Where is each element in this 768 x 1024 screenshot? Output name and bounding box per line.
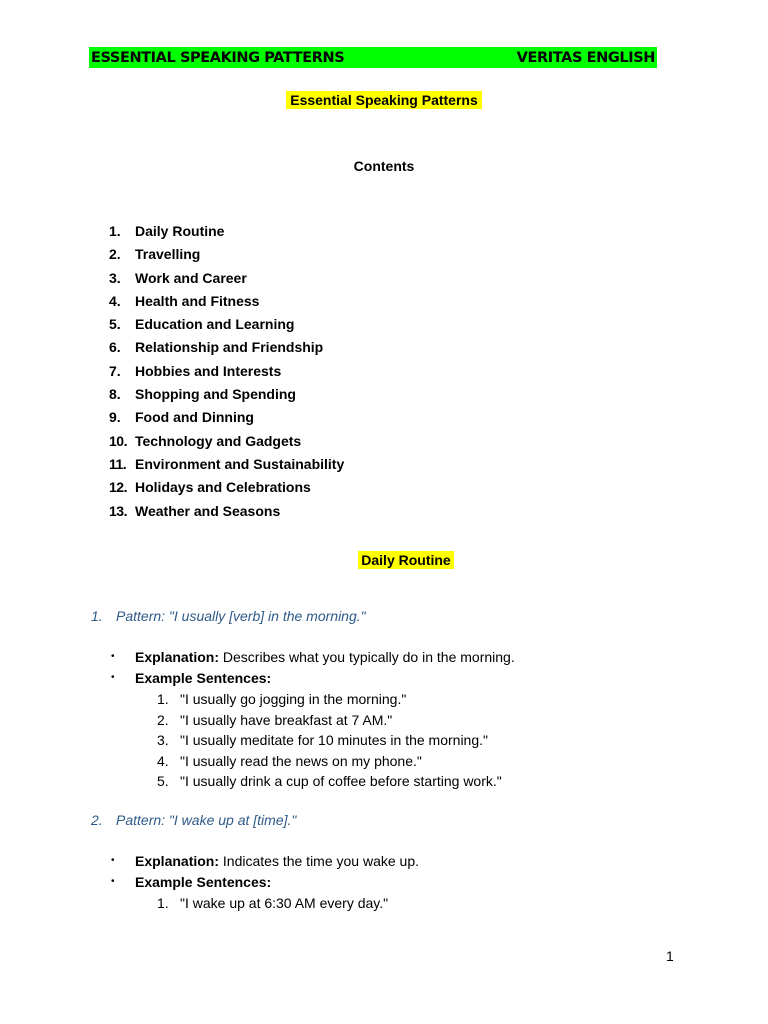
pattern-number: 2. xyxy=(91,812,103,828)
explanation-text: Indicates the time you wake up. xyxy=(219,853,420,869)
example-number: 1. xyxy=(157,895,169,911)
toc-label: Work and Career xyxy=(135,269,247,286)
toc-label: Shopping and Spending xyxy=(135,386,296,403)
pattern-heading xyxy=(91,608,366,624)
list-item xyxy=(157,752,502,773)
toc-item xyxy=(109,292,344,315)
pattern-details xyxy=(111,648,515,689)
toc-label: Technology and Gadgets xyxy=(135,432,302,449)
list-item xyxy=(157,731,502,752)
list-item xyxy=(157,690,502,711)
list-item xyxy=(157,772,502,793)
example-text: "I usually read the news on my phone." xyxy=(180,752,422,769)
example-text: "I usually go jogging in the morning." xyxy=(180,691,407,707)
example-sentences xyxy=(157,690,502,793)
toc-item xyxy=(109,362,344,385)
section-heading xyxy=(0,552,768,570)
list-item xyxy=(111,648,515,669)
page-number: 1 xyxy=(666,948,674,964)
toc-label: Holidays and Celebrations xyxy=(135,479,311,496)
toc-item xyxy=(109,269,344,292)
pattern-title: Pattern: "I usually [verb] in the morning." xyxy=(116,608,366,624)
example-number: 3. xyxy=(157,732,169,748)
toc-item xyxy=(109,478,344,501)
header-right-brand: VERITAS ENGLISH xyxy=(516,49,655,66)
toc-item xyxy=(109,408,344,431)
example-text: "I usually have breakfast at 7 AM." xyxy=(180,711,393,728)
toc-item xyxy=(109,385,344,408)
table-of-contents xyxy=(109,222,344,525)
example-text: "I usually drink a cup of coffee before starting work." xyxy=(180,773,502,789)
examples-label: Example Sentences: xyxy=(135,669,272,686)
section-heading-text: Daily Routine xyxy=(358,551,453,569)
toc-number: 8. xyxy=(109,386,121,403)
toc-item xyxy=(109,455,344,478)
toc-item xyxy=(109,315,344,338)
example-number: 1. xyxy=(157,691,169,707)
list-item xyxy=(157,711,502,732)
toc-number: 4. xyxy=(109,292,121,309)
bullet-icon: • xyxy=(111,651,115,662)
example-text: "I usually meditate for 10 minutes in the morning." xyxy=(180,732,488,748)
pattern-details xyxy=(111,852,419,893)
toc-item xyxy=(109,338,344,361)
examples-label: Example Sentences: xyxy=(135,873,272,890)
toc-item xyxy=(109,432,344,455)
example-number: 5. xyxy=(157,773,169,789)
list-item xyxy=(111,852,419,873)
toc-label: Relationship and Friendship xyxy=(135,339,324,356)
toc-label: Food and Dinning xyxy=(135,409,254,426)
explanation-label: Explanation: xyxy=(135,853,220,869)
toc-number: 3. xyxy=(109,269,121,286)
example-sentences xyxy=(157,894,388,915)
example-number: 4. xyxy=(157,752,169,769)
toc-number: 12. xyxy=(109,479,127,496)
bullet-icon: • xyxy=(111,855,115,866)
list-item xyxy=(157,894,388,915)
toc-label: Hobbies and Interests xyxy=(135,362,282,379)
document-header xyxy=(89,47,657,68)
toc-label: Weather and Seasons xyxy=(135,502,281,519)
toc-item xyxy=(109,502,344,525)
toc-number: 5. xyxy=(109,316,121,333)
example-number: 2. xyxy=(157,711,169,728)
pattern-title: Pattern: "I wake up at [time]." xyxy=(116,812,297,828)
bullet-icon: • xyxy=(111,875,115,887)
toc-label: Daily Routine xyxy=(135,223,225,239)
list-item xyxy=(111,873,419,894)
toc-number: 11. xyxy=(109,455,127,472)
document-title-text: Essential Speaking Patterns xyxy=(286,91,482,109)
document-title xyxy=(0,92,768,110)
explanation-text: Describes what you typically do in the morning. xyxy=(219,649,515,665)
header-left-title: ESSENTIAL SPEAKING PATTERNS xyxy=(91,49,345,66)
toc-number: 7. xyxy=(109,362,121,379)
toc-label: Education and Learning xyxy=(135,316,295,333)
explanation-label: Explanation: xyxy=(135,649,220,665)
toc-number: 2. xyxy=(109,246,121,263)
toc-item xyxy=(109,222,344,245)
toc-label: Health and Fitness xyxy=(135,292,260,309)
bullet-icon: • xyxy=(111,671,115,683)
toc-label: Travelling xyxy=(135,246,201,263)
list-item xyxy=(111,669,515,690)
toc-number: 1. xyxy=(109,223,121,239)
example-text: "I wake up at 6:30 AM every day." xyxy=(180,895,389,911)
toc-number: 9. xyxy=(109,409,121,426)
contents-heading: Contents xyxy=(353,158,415,174)
toc-number: 10. xyxy=(109,432,127,449)
toc-number: 6. xyxy=(109,339,121,356)
pattern-number: 1. xyxy=(91,608,103,624)
pattern-heading xyxy=(91,812,296,828)
toc-item xyxy=(109,245,344,268)
toc-number: 13. xyxy=(109,502,127,519)
toc-label: Environment and Sustainability xyxy=(135,455,345,472)
